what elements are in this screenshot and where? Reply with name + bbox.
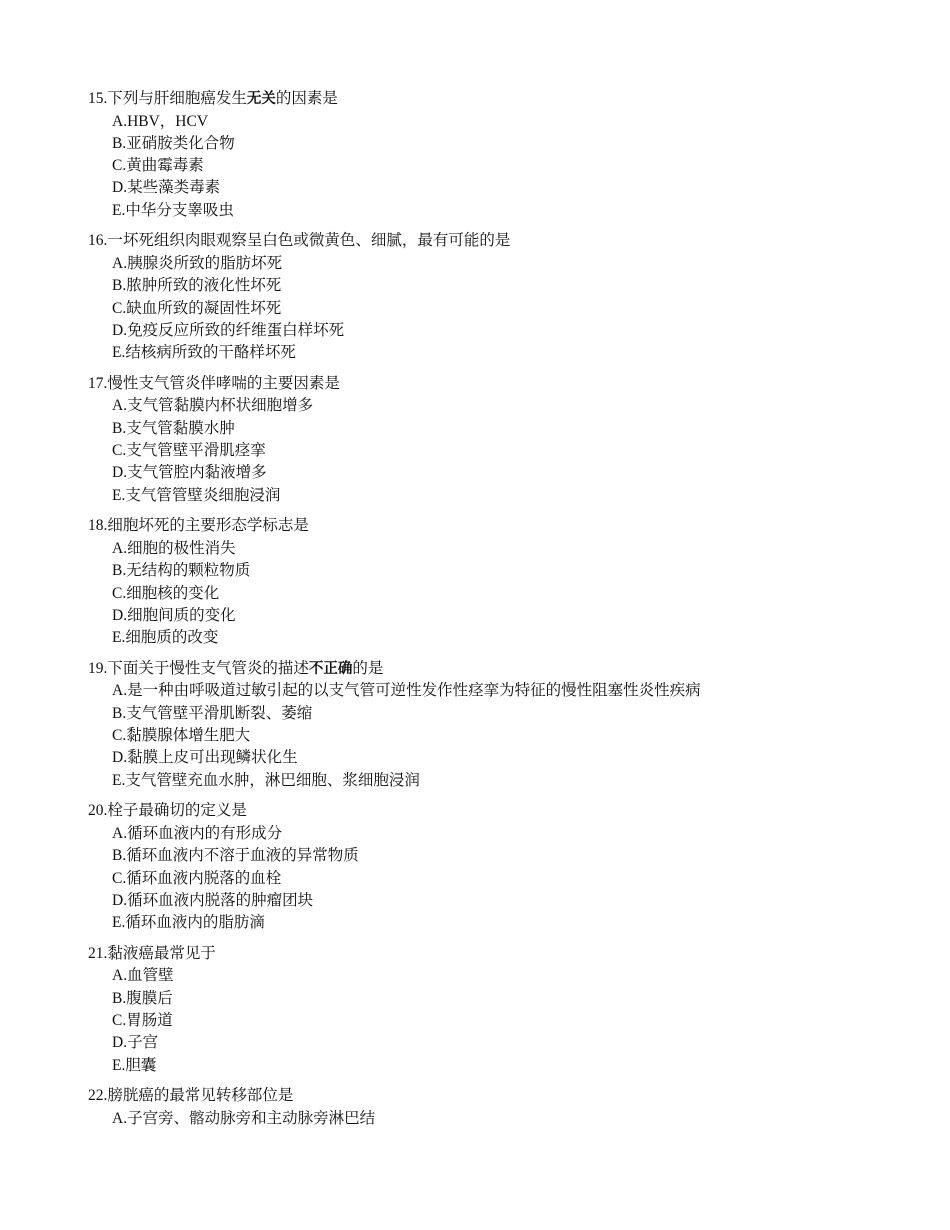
option-list (88, 965, 908, 1076)
question-stem-emphasis: 无关 (246, 91, 276, 107)
answer-option: E.支气管壁充血水肿，淋巴细胞、浆细胞浸润 (112, 771, 420, 789)
answer-option: B.无结构的颗粒物质 (112, 562, 251, 580)
question-block (88, 943, 908, 1077)
answer-option: B.腹膜后 (112, 989, 173, 1007)
option-list (88, 1108, 908, 1130)
question-stem (88, 800, 908, 823)
question-stem-text-end: 的因素是 (275, 90, 338, 107)
question-stem-text: 20.栓子最确切的定义是 (88, 802, 247, 820)
answer-option: A.细胞的极性消失 (112, 539, 236, 557)
answer-option: E.结核病所致的干酪样坏死 (112, 344, 296, 362)
answer-option: B.支气管黏膜水肿 (112, 419, 235, 437)
answer-option: A.循环血液内的有形成分 (112, 824, 283, 842)
question-stem-text: 19.下面关于慢性支气管炎的描述 (88, 659, 309, 677)
answer-option: E.胆囊 (112, 1056, 157, 1074)
option-list (88, 253, 908, 364)
question-block (88, 230, 908, 364)
question-block (88, 1085, 908, 1130)
question-stem-text: 21.黏液癌最常见于 (88, 944, 216, 962)
answer-option: B.亚硝胺类化合物 (112, 134, 235, 152)
question-stem (88, 515, 908, 538)
answer-option: C.胃肠道 (112, 1012, 173, 1029)
answer-option: D.细胞间质的变化 (112, 606, 236, 624)
answer-option: C.黄曲霉毒素 (112, 157, 204, 175)
question-stem-emphasis: 不正确 (308, 660, 353, 677)
answer-option: E.中华分支睾吸虫 (112, 201, 234, 219)
exam-page (88, 88, 908, 1139)
question-block (88, 88, 908, 222)
answer-option: A.血管壁 (112, 967, 174, 985)
answer-option: B.支气管壁平滑肌断裂、萎缩 (112, 704, 313, 722)
question-stem (88, 943, 908, 966)
question-stem (88, 1085, 908, 1108)
question-block (88, 658, 908, 792)
answer-option: D.循环血液内脱落的肿瘤团块 (112, 891, 314, 909)
answer-option: A.HBV，HCV (112, 112, 209, 130)
answer-option: C.循环血液内脱落的血栓 (112, 869, 282, 887)
question-block (88, 373, 908, 507)
answer-option: D.某些藻类毒素 (112, 179, 221, 197)
question-stem-text: 18.细胞坏死的主要形态学标志是 (88, 517, 309, 535)
question-stem-text: 15.下列与肝细胞癌发生 (88, 90, 247, 107)
answer-option: A.胰腺炎所致的脂肪坏死 (112, 254, 283, 272)
answer-option: C.细胞核的变化 (112, 584, 220, 602)
option-list (88, 395, 908, 506)
question-stem (88, 658, 908, 681)
answer-option: C.黏膜腺体增生肥大 (112, 727, 251, 745)
answer-option: D.支气管腔内黏液增多 (112, 464, 267, 482)
answer-option: E.循环血液内的脂肪滴 (112, 914, 265, 932)
answer-option: C.缺血所致的凝固性坏死 (112, 299, 282, 317)
question-stem-text: 16.一坏死组织肉眼观察呈白色或微黄色、细腻，最有可能的是 (88, 232, 511, 250)
option-list (88, 538, 908, 649)
answer-option: D.免疫反应所致的纤维蛋白样坏死 (112, 321, 345, 339)
option-list (88, 680, 908, 791)
answer-option: D.黏膜上皮可出现鳞状化生 (112, 749, 298, 767)
question-stem (88, 373, 908, 396)
answer-option: D.子宫 (112, 1034, 159, 1052)
question-block (88, 800, 908, 934)
answer-option: E.细胞质的改变 (112, 629, 219, 647)
answer-option: C.支气管壁平滑肌痉挛 (112, 442, 266, 460)
option-list (88, 111, 908, 222)
question-stem (88, 88, 908, 111)
answer-option: B.脓肿所致的液化性坏死 (112, 277, 282, 295)
question-block (88, 515, 908, 649)
option-list (88, 823, 908, 934)
answer-option: A.是一种由呼吸道过敏引起的以支气管可逆性发作性痉挛为特征的慢性阻塞性炎性疾病 (112, 682, 701, 700)
answer-option: B.循环血液内不溶于血液的异常物质 (112, 847, 359, 865)
question-stem-text: 17.慢性支气管炎伴哮喘的主要因素是 (88, 374, 340, 392)
question-stem-text: 22.膀胱癌的最常见转移部位是 (88, 1087, 294, 1105)
answer-option: E.支气管管壁炎细胞浸润 (112, 486, 281, 504)
answer-option: A.支气管黏膜内杯状细胞增多 (112, 397, 314, 415)
question-stem-text-end: 的是 (352, 659, 384, 677)
answer-option: A.子宫旁、髂动脉旁和主动脉旁淋巴结 (112, 1109, 376, 1127)
question-stem (88, 230, 908, 253)
